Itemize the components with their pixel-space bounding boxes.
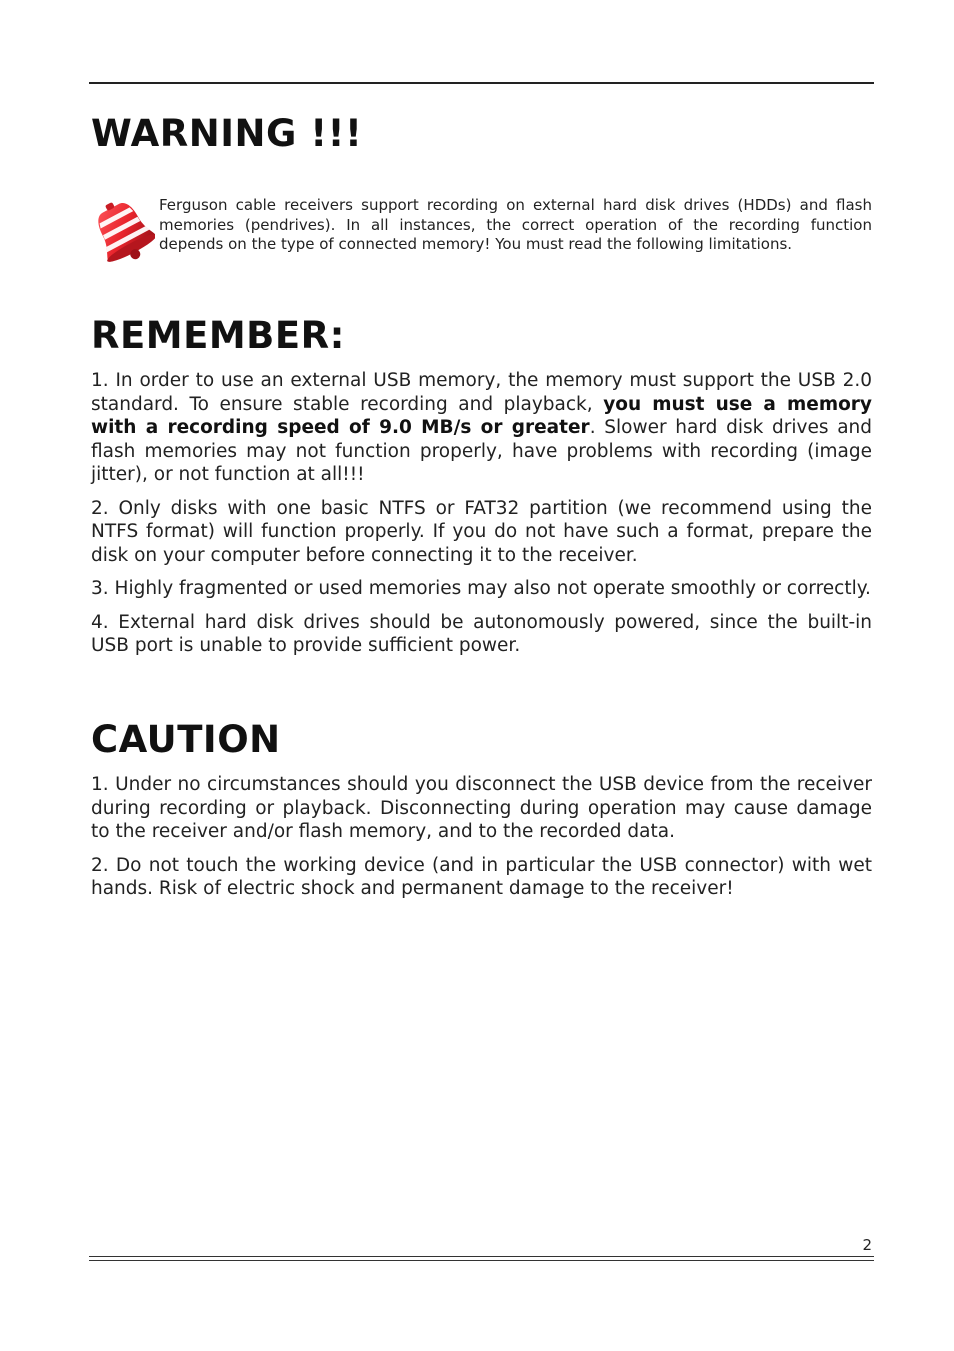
caution-heading: CAUTION: [91, 718, 281, 761]
alarm-bell-icon: [93, 197, 155, 267]
remember-item-1-text: 1. In order to use an external USB memory, the memory must support the USB 2.0 standard. To ensure stable recording and playback,: [91, 370, 872, 415]
remember-item-1-emphasis: you must use a memory with a recording speed of 9.0 MB/s or greater: [91, 393, 872, 438]
remember-item-1: [91, 369, 872, 487]
caution-list: [91, 773, 872, 911]
caution-item-2: 2. Do not touch the working device (and in particular the USB connector) with wet hands. Risk of electric shock and permanent damage to the receiver!: [91, 854, 872, 899]
remember-item-1-text-end: . Slower hard disk drives and flash memories may not function properly, have problems with recording (image jitter), or not function at all!!!: [91, 417, 873, 485]
remember-item-4: 4. External hard disk drives should be autonomously powered, since the built-in USB port is unable to provide sufficient power.: [91, 611, 872, 656]
header-rule: [89, 82, 874, 84]
remember-item-2: 2. Only disks with one basic NTFS or FAT32 partition (we recommend using the NTFS format) will function properly. If you do not have such a format, prepare the disk on your computer before connecting it to the receiver.: [91, 497, 872, 566]
remember-heading: REMEMBER:: [91, 314, 345, 357]
footer-rule: [89, 1256, 874, 1261]
warning-heading: WARNING !!!: [91, 112, 363, 155]
remember-item-3: 3. Highly fragmented or used memories may also not operate smoothly or correctly.: [91, 578, 871, 599]
page-number: 2: [862, 1236, 872, 1254]
remember-list: [91, 369, 872, 668]
warning-text: Ferguson cable receivers support recording on external hard disk drives (HDDs) and flash memories (pendrives). In all instances, the correct operation of the recording function depends on the type of connected memory! You must read the following limitations.: [159, 196, 872, 253]
caution-item-1: 1. Under no circumstances should you disconnect the USB device from the receiver during recording or playback. Disconnecting during operation may cause damage to the receiver and/or flash memory, and to the recorded data.: [91, 774, 872, 842]
